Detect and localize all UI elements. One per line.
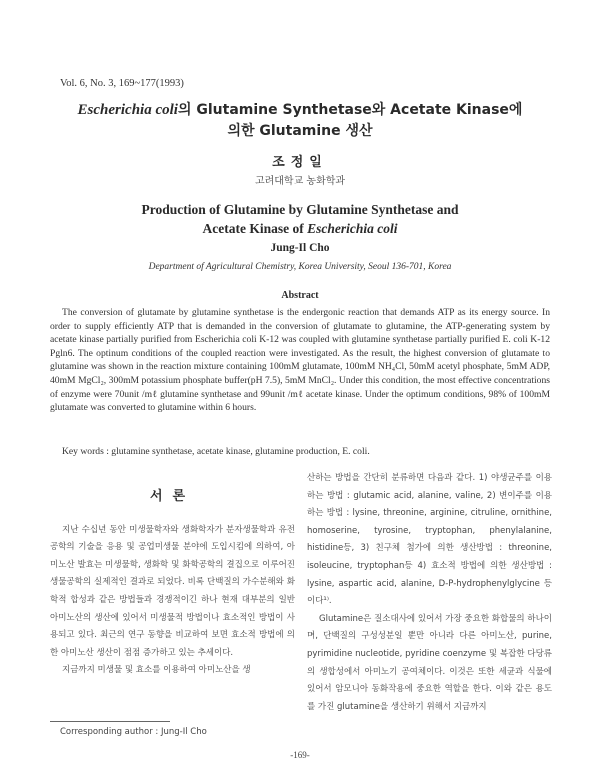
korean-title (40, 100, 560, 142)
english-author: Jung-Il Cho (270, 242, 330, 254)
korean-title-line-1 (40, 100, 560, 121)
english-title-organism: Escherichia coli (307, 221, 398, 236)
english-affiliation: Department of Agricultural Chemistry, Korea University, Seoul 136-701, Korea (148, 262, 452, 272)
korean-affiliation: 고려대학교 농화학과 (254, 176, 346, 187)
footnote-divider (50, 721, 170, 722)
intro-paragraph-2-start: 지금까지 미생물 및 효소를 이용하여 아미노산을 생 (62, 665, 251, 676)
korean-title-organism: Escherichia coli (77, 102, 178, 118)
english-title-line-2 (60, 219, 540, 238)
abstract-text: The conversion of glutamate by glutamine synthetase is the endergonic reaction that demands ATP as its energy source. In order to supply efficiently ATP that is demanded in the conversion of glutamate to glutamine, the ATP-generating system by acetate kinase partially purified from Escherichia coli K-12 was coupled with glutamine synthetase partially purified E. coli K-12 Pgln6. The optinum conditions of the coupled reaction were investigated. As the result, the highest conversion of glutamate to glutamine was shown in the reaction mixture containing 100mM glutamate, 100mM NH₄Cl, 50mM acetyl phosphate, 5mM ADP, 40mM MgCl₂, 300mM potassium phosphate buffer(pH 7.5), 5mM MnCl₂. Under this condition, the most effective concentrations of enzyme were 70unit /mℓ glutamine synthetase and 99unit /mℓ acetate kinase. Under the optimum conditions, 98% of 100mM glutamate was converted to glutamine within 6 hours. (50, 307, 550, 414)
volume-info: Vol. 6, No. 3, 169~177(1993) (60, 78, 184, 89)
english-title-plain: Acetate Kinase of (202, 221, 308, 236)
intro-paragraph-right-1: 산하는 방법을 간단히 분류하면 다음과 같다. 1) 야생균주를 이용하는 방법 : glutamic acid, alanine, valine, 2) 변이주를 이용하는 방법 : lysine, threonine, arginine, citruline, ornithine, homoserine, tyrosine, tryptophan, phenylalanine, histidine등, 3) 친구체 첨가에 의한 생산방법 : threonine, isoleucine, tryptophan등 4) 효소적 방법에 의한 생산방법 : lysine, aspartic acid, alanine, D-P-hydrophenylglycine 등이다¹⁾. (307, 473, 552, 607)
english-title (60, 200, 540, 238)
right-column (307, 470, 552, 716)
korean-author: 조정일 (272, 155, 328, 170)
intro-paragraph-1: 지난 수십년 동안 미생물학자와 생화학자가 분자생물학과 유전공학의 기술을 응용 및 공업미생물 분야에 도입시킴에 의하여, 아미노산 발효는 미생물학, 생화학 및 화학공학의 결집으로 이루어진 생물공학의 실제적인 결과로 되었다. 비록 단백질의 가수분해와 화학적 합성과 같은 방법들과 경쟁적이긴 하나 현재 대부분의 일반 아미노산의 생산에 있어서 미생물적 방법이나 효소적인 방법이 사용되고 있다. 최근의 연구 동향을 비교하여 보면 효소적 방법에 의한 아미노산 생산이 점점 증가하고 있는 추세이다. (50, 524, 295, 658)
left-column (50, 470, 295, 680)
korean-title-line-2: 의한 Glutamine 생산 (227, 123, 373, 139)
abstract-body (50, 306, 550, 415)
english-title-line-1: Production of Glutamine by Glutamine Synthetase and (141, 202, 459, 217)
abstract-heading: Abstract (281, 290, 319, 301)
corresponding-author-footnote: Corresponding author : Jung-Il Cho (60, 727, 207, 737)
keywords: Key words : glutamine synthetase, acetate kinase, glutamine production, E. coli. (62, 446, 370, 457)
section-heading-introduction: 서론 (149, 489, 196, 504)
intro-paragraph-right-2: Glutamine은 질소대사에 있어서 가장 중요한 화합물의 하나이며, 단백질의 구성성분일 뿐만 아니라 다른 아미노산, purine, pyrimidine nucleotide, pyridine coenzyme 및 복잡한 다당류의 생합성에서 아미노기 공여체이다. 이것은 또한 세균과 식물에 있어서 암모니아 동화작용에 중요한 역할을 한다. 이와 같은 용도를 가진 glutamine을 생산하기 위해서 지금까지 (307, 613, 552, 712)
korean-title-rest: 의 Glutamine Synthetase와 Acetate Kinase에 (177, 102, 523, 118)
page-number: -169- (290, 750, 310, 760)
